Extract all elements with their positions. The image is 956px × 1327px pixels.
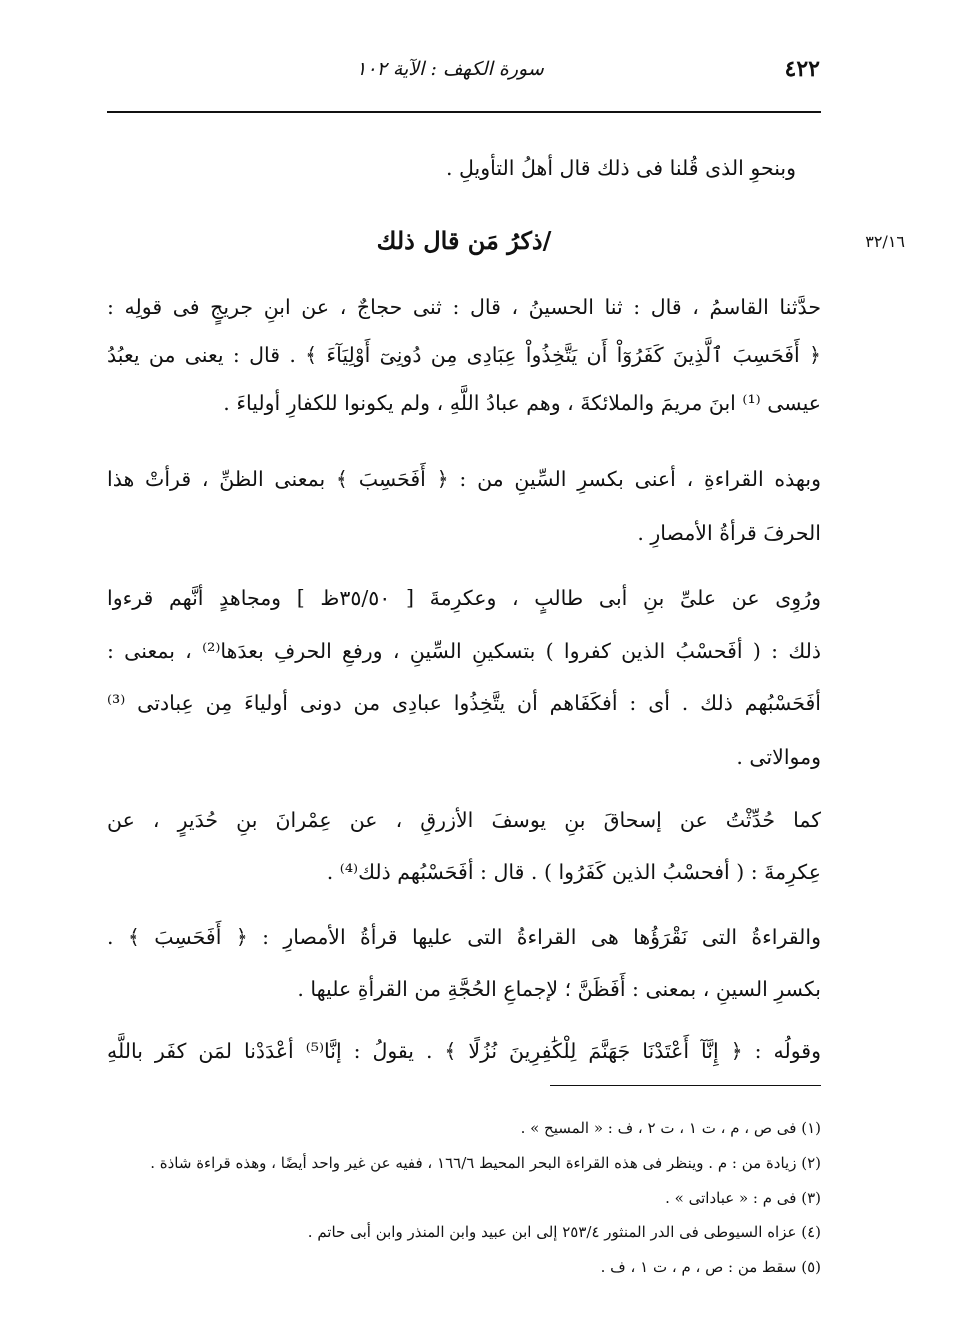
body-line: وبهذه القراءةِ ، أعنى بكسرِ السِّينِ من : ﴿ أَفَحَسِبَ ﴾ بمعنى الظنِّ ، قرأتْ هذا [107,467,821,491]
footnote: (٥) سقط من : ص ، م ، ت ١ ، ف . [600,1258,821,1276]
footnote: (٣) فى م : « عباداتى » . [665,1189,821,1207]
header-divider [107,111,821,113]
running-header-title: سورة الكهف : الآية ١٠٢ [356,58,544,80]
body-line: الحرفَ قرأةُ الأمصارِ . [637,521,821,545]
body-line: والقراءةُ التى نَقْرَؤُها هى القراءةُ التى عليها قرأةُ الأمصارِ : ﴿ أَفَحَسِبَ ﴾ . [107,925,821,949]
section-heading: /ذكرُ مَن قال ذلك [376,226,552,255]
quran-verse-line: ﴿ أَفَحَسِبَ ٱلَّذِينَ كَفَرُوٓاْ أَن يَتَّخِذُواْ عِبَادِى مِن دُونِىٓ أَوْلِيَآءَ ﴾ . قال : يعنى من يعبُدُ [107,343,821,367]
body-line: ورُوِى عن علىِّ بنِ أبى طالبٍ ، وعكرِمةَ [ ٣٥/٥٠ظ ] ومجاهدٍ أنَّهم قرءوا [107,586,821,610]
footnote-divider [550,1085,821,1086]
footnote: (٤) عزاه السيوطى فى الدر المنثور ٢٥٣/٤ إلى ابن عبيد وابن المنذر وابن أبى حاتم . [307,1223,821,1241]
body-line: عيسى ⁽¹⁾ ابنَ مريمَ والملائكةَ ، وهم عبادُ اللَّهِ ، ولم يكونوا للكفارِ أولياءَ . [223,391,821,415]
footnote: (١) فى ص ، م ، ت ١ ، ت ٢ ، ف : « المسيح » . [520,1119,821,1137]
body-line: كما حُدِّثْتُ عن إسحاقَ بنِ يوسفَ الأزرقِ ، عن عِمْرانَ بنِ حُدَيرٍ ، عن [107,808,821,832]
body-line: بكسرِ السينِ ، بمعنى : أَفَظَنَّ ؛ لإجماعِ الحُجَّةِ من القرأةِ عليها . [297,977,821,1001]
body-line: ذلك : ( أفَحسْبُ الذين كفروا ) بتسكينِ السِّينِ ، ورفعِ الحرفِ بعدَها⁽²⁾ ، بمعنى : [107,639,821,663]
body-line: وبنحوِ الذى قُلنا فى ذلك قال أهلُ التأويلِ . [445,156,796,180]
footnote: (٢) زيادة من : م . وينظر فى هذه القراءة البحر المحيط ١٦٦/٦ ، ففيه عن غير واحد أيضًا ، وهذه قراءة شاذة . [150,1154,821,1172]
body-line: حدَّثنا القاسمُ ، قال : ثنا الحسينُ ، قال : ثنى حجاجٌ ، عن ابنِ جريجٍ فى قولِه : [107,295,821,319]
body-line: عِكرِمةَ : ( أفحسْبُ الذين كَفَرُوا ) . قال : أفَحَسْبُهم ذلك⁽⁴⁾ . [326,860,821,884]
body-line: أفَحَسْبُهم ذلك . أى : أفكَفَاهم أن يتَّخِذُوا عبادِى من دونى أولياءَ مِن عِبادتى ⁽³⁾ [107,691,821,715]
margin-reference: ٣٢/١٦ [865,232,905,251]
body-line: وموالاتى . [736,745,821,769]
page-number: ٤٢٢ [784,56,820,82]
quran-verse-line: وقولُه : ﴿ إِنَّآ أَعْتَدْنَا جَهَنَّمَ لِلْكَٰفِرِينَ نُزُلًا ﴾ . يقولُ : إنَّا⁽⁵⁾ أعْدَدْنا لمَن كفَر باللَّهِ [107,1039,821,1063]
